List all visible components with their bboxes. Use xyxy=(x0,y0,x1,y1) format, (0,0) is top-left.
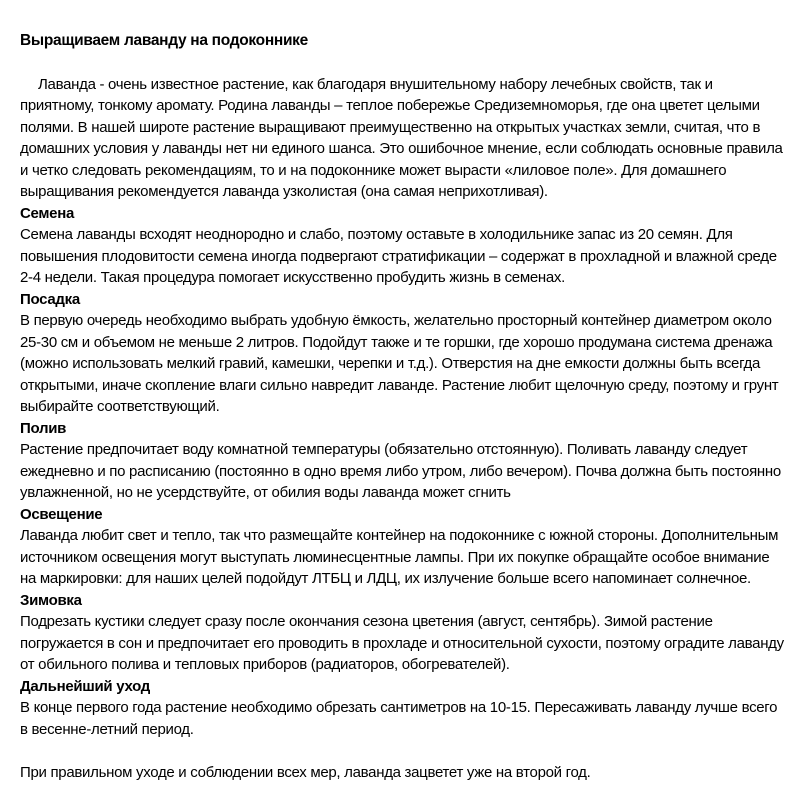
conclusion-paragraph: При правильном уходе и соблюдении всех мер, лаванда зацветет уже на второй год. xyxy=(20,763,591,781)
section-heading-seeds: Семена xyxy=(20,204,75,222)
intro-paragraph: Лаванда - очень известное растение, как благодаря внушительному набору лечебных свойств, так и приятному, тонкому аромату. Родина лаванды – теплое побережье Средиземноморья, где она цветет целыми полями. В нашей широте растение выращивают преимущественно на открытых участках земли, считая, что в домашних условия у лаванды нет ни единого шанса. Это ошибочное мнение, если соблюдать основные правила и четко следовать рекомендациям, то и на подоконнике может вырасти «лиловое поле». Для домашнего выращивания рекомендуется лаванда узколистая (она самая неприхотливая). xyxy=(20,75,783,200)
section-heading-planting: Посадка xyxy=(20,290,80,308)
section-heading-wintering: Зимовка xyxy=(20,591,82,609)
page-title: Выращиваем лаванду на подоконнике xyxy=(20,32,308,49)
section-body-further-care: В конце первого года растение необходимо обрезать сантиметров на 10-15. Пересаживать лаванду лучше всего в весенне-летний период. xyxy=(20,699,778,738)
section-body-lighting: Лаванда любит свет и тепло, так что размещайте контейнер на подоконнике с южной стороны. Дополнительным источником освещения могут выступать люминесцентные лампы. При их покупке обращайте особое внимание на маркировки: для наших целей подойдут ЛТБЦ и ЛДЦ, их излучение больше всего напоминает солнечное. xyxy=(20,527,779,587)
section-body-wintering: Подрезать кустики следует сразу после окончания сезона цветения (август, сентябрь). Зимой растение погружается в сон и предпочитает его проводить в прохладе и относительной сухости, поэтому оградите лаванду от обильного полива и тепловых приборов (радиаторов, обогревателей). xyxy=(20,613,784,673)
section-heading-lighting: Освещение xyxy=(20,505,103,523)
section-heading-watering: Полив xyxy=(20,419,67,437)
section-body-watering: Растение предпочитает воду комнатной температуры (обязательно отстоянную). Поливать лаванду следует ежедневно и по расписанию (постоянно в одно время либо утром, либо вечером). Почва должна быть постоянно увлажненной, но не усердствуйте, от обилия воды лаванда может сгнить xyxy=(20,441,781,501)
section-heading-further-care: Дальнейший уход xyxy=(20,677,150,695)
section-body-seeds: Семена лаванды всходят неоднородно и слабо, поэтому оставьте в холодильнике запас из 20 семян. Для повышения плодовитости семена иногда подвергают стратификации – содержат в прохладной и влажной среде 2-4 недели. Такая процедура помогает искусственно пробудить жизнь в семенах. xyxy=(20,226,777,286)
section-body-planting: В первую очередь необходимо выбрать удобную ёмкость, желательно просторный контейнер диаметром около 25-30 см и объемом не меньше 2 литров. Подойдут также и те горшки, где хорошо продумана система дренажа (можно использовать мелкий гравий, камешки, черепки и т.д.). Отверстия на дне емкости должны быть всегда открытыми, иначе скопление влаги сильно навредит лаванде. Растение любит щелочную среду, поэтому и грунт выбирайте соответствующий. xyxy=(20,312,779,415)
